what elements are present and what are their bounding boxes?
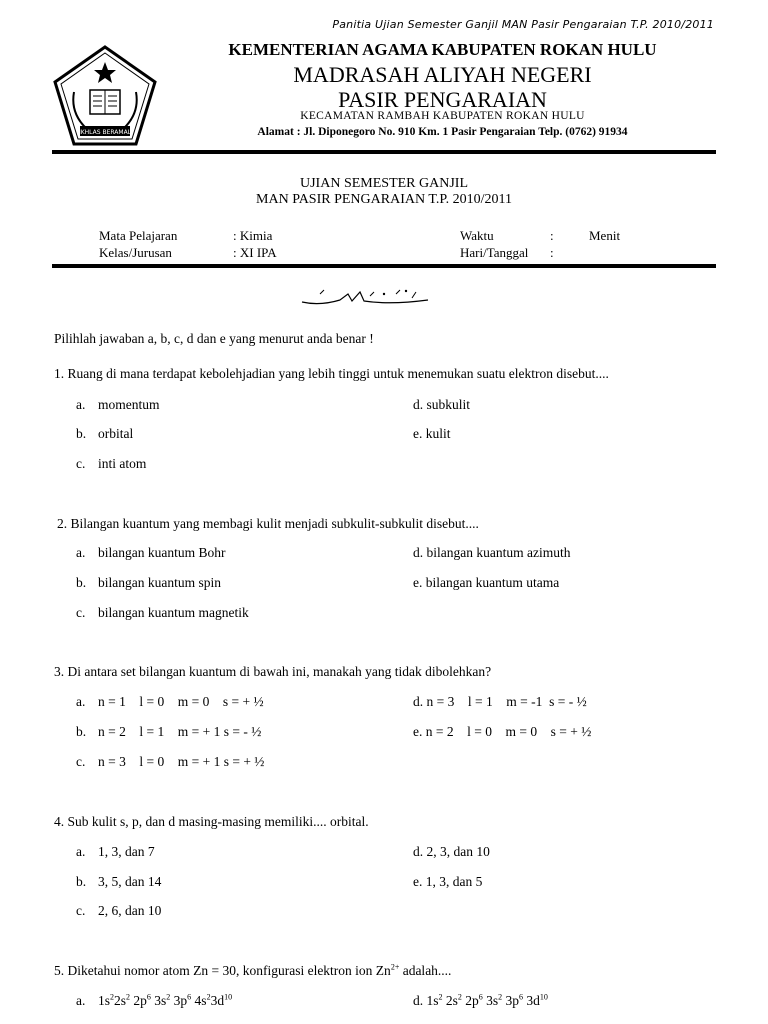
question-5: 5. Diketahui nomor atom Zn = 30, konfigurasi elektron ion $Zn^{2+}$ adalah.... [54,962,452,978]
district: KECAMATAN RAMBAH KABUPATEN ROKAN HULU [300,110,585,122]
q3-option-e: e. n = 2 l = 0 m = 0 s = + ½ [413,724,592,739]
q1-option-c: c. inti atom [76,456,147,471]
basmala-calligraphy [300,286,435,308]
q1-option-b: b. orbital [76,426,134,441]
q1-option-e: e. kulit [413,426,451,441]
day-colon: : [550,245,554,260]
question-2: 2. Bilangan kuantum yang membagi kulit menjadi subkulit-subkulit disebut.... [57,516,479,531]
q2-option-a: a. bilangan kuantum Bohr [76,545,226,560]
class-value: : XI IPA [233,245,277,260]
question-1: 1. Ruang di mana terdapat kebolehjadian yang lebih tinggi untuk menemukan suatu elektron disebut.... [54,366,609,381]
class-label: Kelas/Jurusan [99,245,172,260]
exam-title-1: UJIAN SEMESTER GANJIL [300,176,468,191]
header-rule [52,150,716,154]
q4-option-e: e. 1, 3, dan 5 [413,874,483,889]
school-name-1: MADRASAH ALIYAH NEGERI [293,62,592,87]
q5-option-d: d. $1s^2$ $2s^2$ $2p^6$ $3s^2$ $3p^6$ $3d^{10}$ [413,992,548,1008]
time-label: Waktu [460,228,494,243]
q1-option-d: d. subkulit [413,397,471,412]
q2-option-d: d. bilangan kuantum azimuth [413,545,571,560]
q5-option-a: a. $1s^22s^2$ $2p^6$ $3s^2$ $3p^6$ $4s^23d^{10}$ [76,992,233,1008]
time-colon: : [550,228,554,243]
address: Alamat : Jl. Diponegoro No. 910 Km. 1 Pasir Pengaraian Telp. (0762) 91934 [257,126,628,138]
subject-label: Mata Pelajaran [99,228,178,243]
question-3: 3. Di antara set bilangan kuantum di bawah ini, manakah yang tidak dibolehkan? [54,664,492,679]
ministry-logo [52,44,158,148]
question-4: 4. Sub kulit s, p, dan d masing-masing memiliki.... orbital. [54,814,369,829]
instruction: Pilihlah jawaban a, b, c, d dan e yang menurut anda benar ! [54,331,374,346]
q4-option-a: a. 1, 3, dan 7 [76,844,155,859]
q4-option-b: b. 3, 5, dan 14 [76,874,162,889]
q3-option-c: c. n = 3 l = 0 m = + 1 s = + ½ [76,754,265,769]
q3-option-b: b. n = 2 l = 1 m = + 1 s = - ½ [76,724,262,739]
day-label: Hari/Tanggal [460,245,529,260]
subject-value: : Kimia [233,228,273,243]
top-note: Panitia Ujian Semester Ganjil MAN Pasir Pengaraian T.P. 2010/2011 [332,18,714,31]
ministry-name: KEMENTERIAN AGAMA KABUPATEN ROKAN HULU [228,40,657,59]
time-unit: Menit [589,228,621,243]
q4-option-d: d. 2, 3, dan 10 [413,844,490,859]
info-rule [52,264,716,268]
q1-option-a: a. momentum [76,397,160,412]
school-name-2: PASIR PENGARAIAN [338,87,547,112]
q4-option-c: c. 2, 6, dan 10 [76,903,162,918]
q2-option-c: c. bilangan kuantum magnetik [76,605,249,620]
logo-motto: IKHLAS BERAMAL [78,129,132,136]
q2-option-e: e. bilangan kuantum utama [413,575,560,590]
q3-option-a: a. n = 1 l = 0 m = 0 s = + ½ [76,694,264,709]
q3-option-d: d. n = 3 l = 1 m = -1 s = - ½ [413,694,587,709]
exam-title-2: MAN PASIR PENGARAIAN T.P. 2010/2011 [256,192,512,207]
q2-option-b: b. bilangan kuantum spin [76,575,221,590]
